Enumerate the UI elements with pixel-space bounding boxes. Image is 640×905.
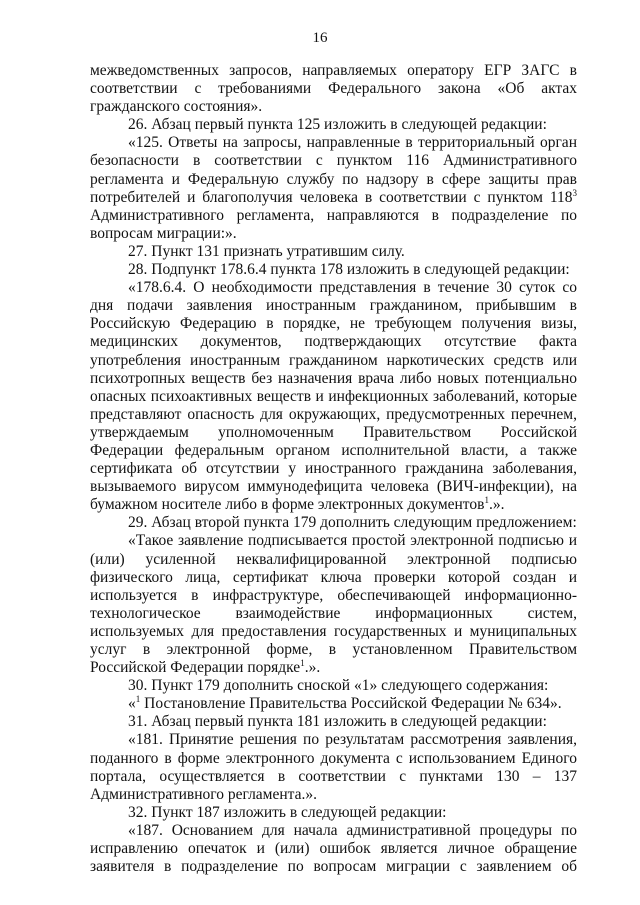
paragraph-quote-181: «181. Принятие решения по результатам рассмотрения заявления, поданного в форме электронного документа с использованием Единого портала, осуществляется в соответствии с пунктами 130 – 137 Административного регламента.». (90, 731, 577, 803)
quote-125-text: «125. Ответы на запросы, направленные в территориальный орган безопасности в соответствии с пунктом 116 Административного регламента и Федеральную службу по надзору в сфере защиты прав потребителей и благополучия человека в соответствии с пунктом 118 (90, 134, 577, 206)
paragraph-continuation: межведомственных запросов, направляемых оператору ЕГР ЗАГС в соответствии с требованиями Федерального закона «Об актах гражданского состояния». (90, 62, 577, 116)
footnote-marker: 1 (135, 694, 141, 705)
paragraph-quote-178-6-4 (90, 279, 577, 514)
footnote-open-quote: « (128, 695, 136, 713)
page-number: 16 (312, 30, 328, 46)
footnote-marker: 1 (300, 658, 305, 669)
quote-125-tail: Административного регламента, направляются в подразделение по вопросам миграции:». (90, 206, 577, 242)
quote-178-tail: .». (488, 496, 505, 514)
paragraph-quote-187: «187. Основанием для начала административной процедуры по исправлению опечаток и (или) ошибок является личное обращение заявителя в подразделение по вопросам миграции с заявлением об (90, 821, 577, 876)
paragraph-item-29: 29. Абзац второй пункта 179 дополнить следующим предложением: (128, 514, 577, 532)
paragraph-item-31: 31. Абзац первый пункта 181 изложить в следующей редакции: (128, 713, 547, 731)
paragraph-quote-179 (90, 532, 577, 677)
paragraph-item-30: 30. Пункт 179 дополнить сноской «1» следующего содержания: (128, 677, 549, 695)
footnote-text: Постановление Правительства Российской Федерации № 634». (140, 695, 562, 713)
paragraph-footnote-text (90, 695, 577, 713)
quote-179-tail: .». (304, 659, 321, 677)
paragraph-item-26: 26. Абзац первый пункта 125 изложить в следующей редакции: (128, 116, 547, 134)
paragraph-item-28: 28. Подпункт 178.6.4 пункта 178 изложить в следующей редакции: (128, 261, 570, 279)
footnote-marker: 1 (484, 495, 489, 506)
document-body (90, 62, 577, 876)
footnote-marker: 3 (572, 187, 577, 198)
paragraph-item-27: 27. Пункт 131 признать утратившим силу. (128, 242, 405, 260)
quote-178-text: «178.6.4. О необходимости представления в течение 30 суток со дня подачи заявления иностранным гражданином, прибывшим в Российскую Федерацию в порядке, не требующем получения визы, медицинских документов, подтверждающих отсутствие факта употребления иностранным гражданином наркотических средств или психотропных веществ без назначения врача либо новых потенциально опасных психоактивных веществ и инфекционных заболеваний, которые представляют опасность для окружающих, предусмотренных перечнем, утверждаемым уполномоченным Правительством Российской Федерации федеральным органом исполнительной власти, а также сертификата об отсутствии у иностранного гражданина заболевания, вызываемого вирусом иммунодефицита человека (ВИЧ-инфекции), на бумажном носителе либо в форме электронных документов (90, 279, 577, 514)
paragraph-quote-125 (90, 134, 577, 243)
quote-179-text: «Такое заявление подписывается простой электронной подписью и (или) усиленной неквалифицированной электронной подписью физического лица, сертификат ключа проверки которой создан и используется в инфраструктуре, обеспечивающей информационно-технологическое взаимодействие информационных систем, используемых для предоставления государственных и муниципальных услуг в электронной форме, в установленном Правительством Российской Федерации порядке (90, 532, 577, 677)
paragraph-item-32: 32. Пункт 187 изложить в следующей редакции: (128, 803, 447, 821)
